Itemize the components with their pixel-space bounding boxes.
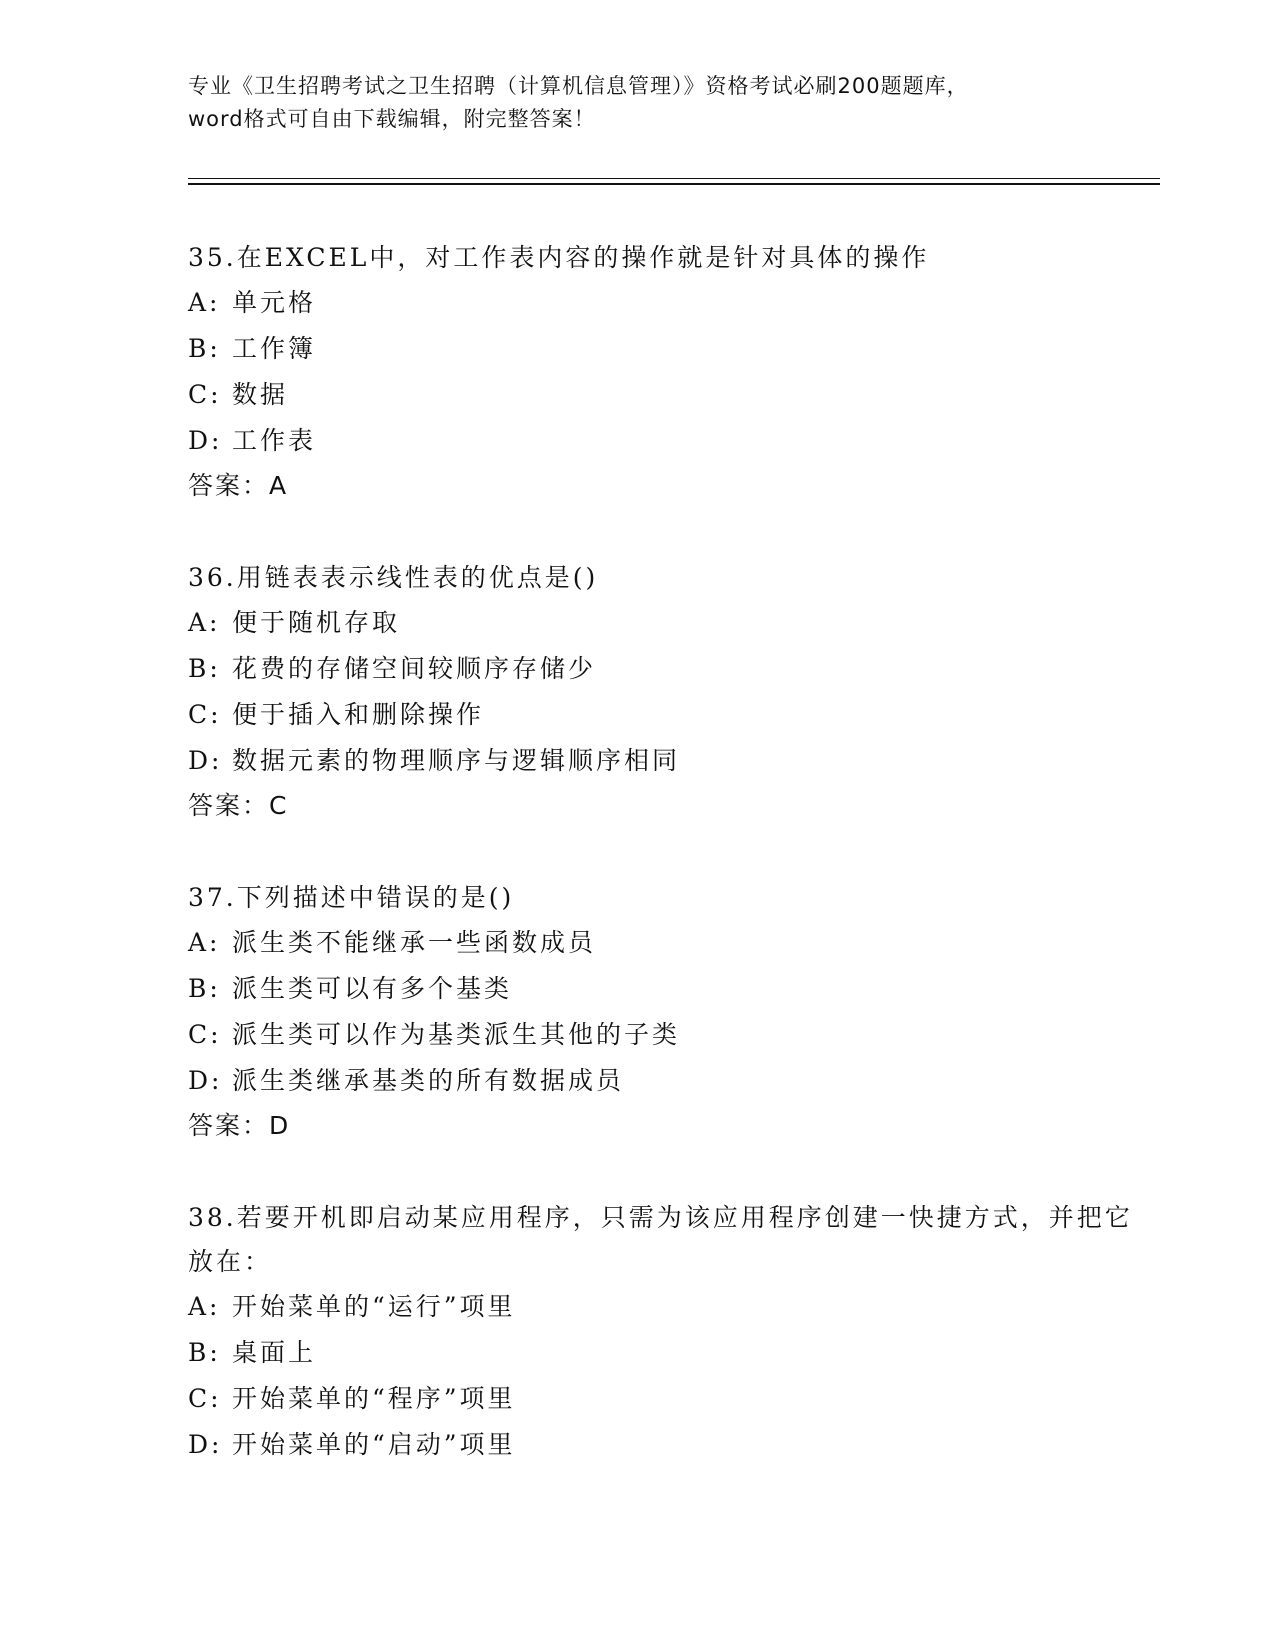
option-d	[188, 418, 1148, 464]
option-letter: C:	[188, 380, 222, 409]
answer-line: 答案：D	[188, 1111, 291, 1140]
header-divider-bottom	[188, 183, 1160, 185]
option-text: 单元格	[232, 288, 317, 317]
header-divider-top	[188, 178, 1160, 179]
answer-line: 答案：C	[188, 791, 289, 820]
option-d	[188, 1422, 1148, 1468]
option-letter: A:	[188, 1292, 221, 1321]
option-letter: D:	[188, 1066, 223, 1095]
option-letter: C:	[188, 1020, 222, 1049]
option-a	[188, 1284, 1148, 1330]
option-d	[188, 738, 1148, 784]
option-text: 开始菜单的“启动”项里	[232, 1430, 516, 1459]
option-text: 工作簿	[232, 334, 317, 363]
option-letter: A:	[188, 288, 221, 317]
option-letter: C:	[188, 1384, 222, 1413]
option-text: 开始菜单的“程序”项里	[232, 1384, 516, 1413]
option-letter: B:	[188, 654, 221, 683]
option-text: 桌面上	[232, 1338, 317, 1367]
option-c	[188, 1012, 1148, 1058]
question-36	[188, 556, 1148, 828]
option-letter: A:	[188, 608, 221, 637]
option-c	[188, 1376, 1148, 1422]
option-text: 花费的存储空间较顺序存储少	[232, 654, 597, 683]
option-text: 开始菜单的“运行”项里	[232, 1292, 516, 1321]
option-letter: B:	[188, 334, 221, 363]
question-37	[188, 876, 1148, 1148]
document-header	[188, 70, 1088, 136]
option-b	[188, 966, 1148, 1012]
option-letter: C:	[188, 700, 222, 729]
option-letter: D:	[188, 426, 223, 455]
option-text: 数据元素的物理顺序与逻辑顺序相同	[232, 746, 681, 775]
option-text: 数据	[232, 380, 289, 409]
option-d	[188, 1058, 1148, 1104]
question-38	[188, 1196, 1148, 1468]
option-letter: B:	[188, 1338, 221, 1367]
answer-line: 答案：A	[188, 471, 289, 500]
option-letter: D:	[188, 746, 223, 775]
option-a	[188, 600, 1148, 646]
option-text: 工作表	[232, 426, 317, 455]
option-text: 便于随机存取	[232, 608, 401, 637]
option-b	[188, 646, 1148, 692]
option-letter: A:	[188, 928, 221, 957]
question-text: 38.若要开机即启动某应用程序，只需为该应用程序创建一快捷方式，并把它放在：	[188, 1203, 1133, 1276]
question-35	[188, 236, 1148, 508]
option-a	[188, 920, 1148, 966]
option-text: 派生类可以有多个基类	[232, 974, 513, 1003]
question-text: 37.下列描述中错误的是()	[188, 883, 515, 912]
question-text: 36.用链表表示线性表的优点是()	[188, 563, 599, 592]
option-text: 派生类不能继承一些函数成员	[232, 928, 597, 957]
question-text: 35.在EXCEL中，对工作表内容的操作就是针对具体的操作	[188, 243, 930, 272]
option-a	[188, 280, 1148, 326]
option-letter: D:	[188, 1430, 223, 1459]
header-line-1: 专业《卫生招聘考试之卫生招聘（计算机信息管理）》资格考试必刷200题题库，	[188, 74, 969, 98]
option-letter: B:	[188, 974, 221, 1003]
option-text: 派生类继承基类的所有数据成员	[232, 1066, 625, 1095]
header-line-2: word格式可自由下载编辑，附完整答案！	[188, 107, 596, 131]
option-text: 便于插入和删除操作	[232, 700, 485, 729]
option-b	[188, 1330, 1148, 1376]
option-b	[188, 326, 1148, 372]
option-text: 派生类可以作为基类派生其他的子类	[232, 1020, 681, 1049]
option-c	[188, 692, 1148, 738]
option-c	[188, 372, 1148, 418]
